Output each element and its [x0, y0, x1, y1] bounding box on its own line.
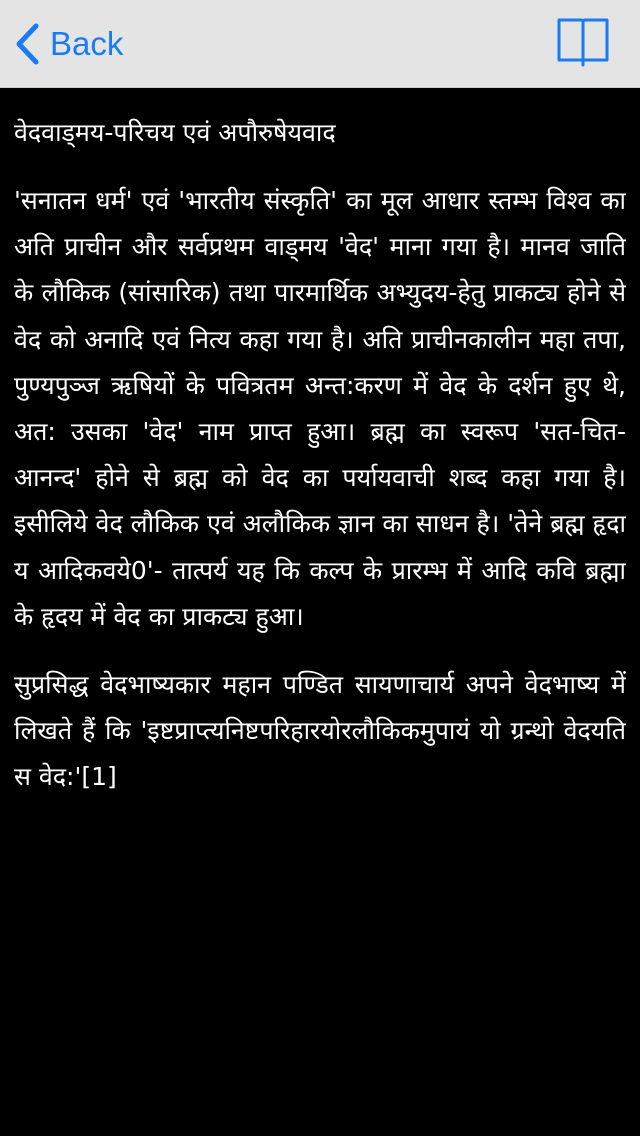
- back-label: Back: [50, 25, 124, 62]
- navigation-bar: [0, 0, 640, 88]
- article-content: [14, 110, 626, 1120]
- bookmarks-button[interactable]: [556, 16, 610, 68]
- chevron-left-icon: [14, 23, 40, 65]
- article-paragraph-2: सुप्रसिद्ध वेदभाष्यकार महान पण्डित सायणाचार्य अपने वेदभाष्य में लिखते हैं कि 'इष्टप्राप्त्यनिष्टपरिहारयोरलौकिकमुपायं यो ग्रन्थो वेदयति स वेद:'[1]: [14, 670, 626, 792]
- article-paragraph-1: 'सनातन धर्म' एवं 'भारतीय संस्कृति' का मूल आधार स्तम्भ विश्व का अति प्राचीन और सर्वप्रथम वाड्मय 'वेद' माना गया है। मानव जाति के लौकिक (सांसारिक) तथा पारमार्थिक अभ्युदय-हेतु प्राकट्य होने से वेद को अनादि एवं नित्य कहा गया है। अति प्राचीनकालीन महा तपा, पुण्यपुञ्ज ऋषियों के पवित्रतम अन्त:करण में वेद के दर्शन हुए थे, अत: उसका 'वेद' नाम प्राप्त हुआ। ब्रह्म का स्वरूप 'सत-चित-आनन्द' होने से ब्रह्म को वेद का पर्यायवाची शब्द कहा गया है। इसीलिये वेद लौकिक एवं अलौकिक ज्ञान का साधन है। 'तेने ब्रह्म हृदा य आदिकवये0'- तात्पर्य यह कि कल्प के प्रारम्भ में आदि कवि ब्रह्मा के हृदय में वेद का प्राकट्य हुआ।: [14, 186, 626, 631]
- back-button[interactable]: [14, 22, 123, 66]
- book-icon: [556, 16, 610, 68]
- article-title: वेदवाड्मय-परिचय एवं अपौरुषेयवाद: [14, 118, 336, 147]
